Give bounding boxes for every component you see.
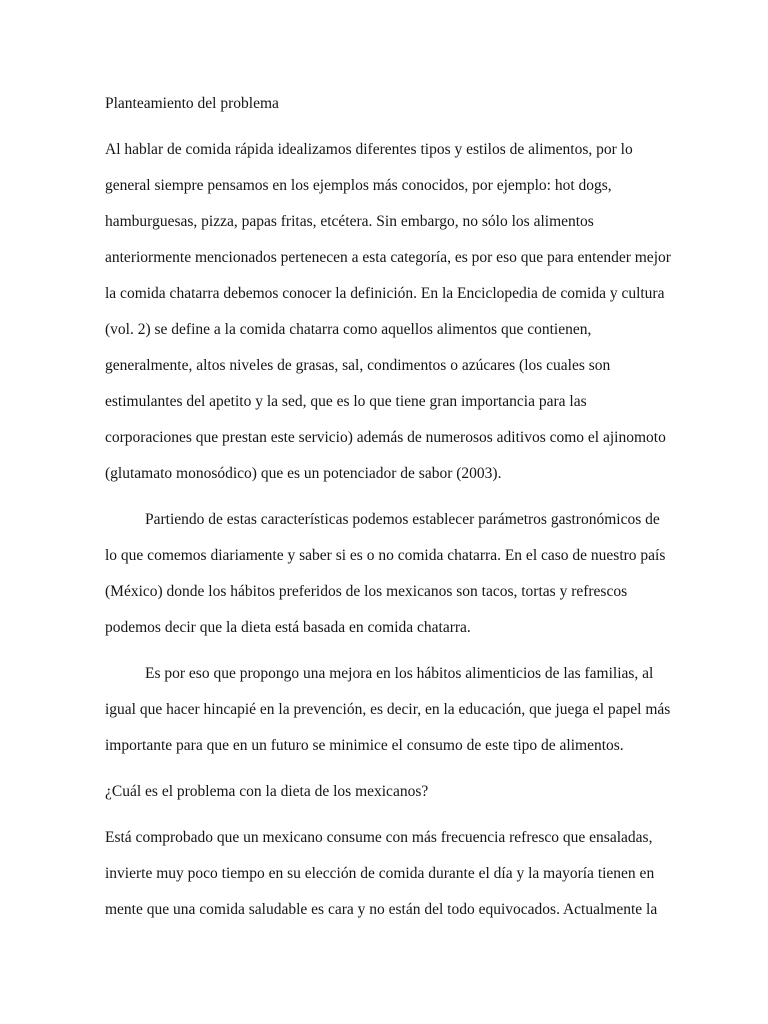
text-line: Está comprobado que un mexicano consume con más frecuencia refresco que ensaladas, [105, 829, 653, 846]
text-line: lo que comemos diariamente y saber si es o no comida chatarra. En el caso de nuestro país [105, 547, 666, 564]
text-line: estimulantes del apetito y la sed, que es lo que tiene gran importancia para las [105, 393, 587, 410]
text-line: podemos decir que la dieta está basada en comida chatarra. [105, 619, 471, 636]
text-line: hamburguesas, pizza, papas fritas, etcétera. Sin embargo, no sólo los alimentos [105, 213, 594, 230]
text-line: importante para que en un futuro se minimice el consumo de este tipo de alimentos. [105, 737, 624, 754]
document-title: Planteamiento del problema [105, 95, 279, 112]
text-line: igual que hacer hincapié en la prevención, es decir, en la educación, que juega el papel más [105, 701, 671, 718]
paragraph-4-question [105, 774, 663, 810]
text-line: la comida chatarra debemos conocer la definición. En la Enciclopedia de comida y cultura [105, 285, 665, 302]
text-line: invierte muy poco tiempo en su elección de comida durante el día y la mayoría tienen en [105, 865, 655, 882]
text-line: Es por eso que propongo una mejora en los hábitos alimenticios de las familias, al [145, 665, 654, 682]
paragraph-2 [105, 502, 666, 646]
text-line: (México) donde los hábitos preferidos de los mexicanos son tacos, tortas y refrescos [105, 583, 628, 600]
text-line: anteriormente mencionados pertenecen a esta categoría, es por eso que para entender mejor [105, 249, 671, 266]
paragraph-1 [105, 132, 671, 492]
text-line: (vol. 2) se define a la comida chatarra como aquellos alimentos que contienen, [105, 321, 592, 338]
text-line: general siempre pensamos en los ejemplos más conocidos, por ejemplo: hot dogs, [105, 177, 612, 194]
text-line: generalmente, altos niveles de grasas, sal, condimentos o azúcares (los cuales son [105, 357, 611, 374]
text-line: Al hablar de comida rápida idealizamos diferentes tipos y estilos de alimentos, por lo [105, 141, 633, 158]
text-line: ¿Cuál es el problema con la dieta de los mexicanos? [105, 783, 429, 800]
paragraph-3 [105, 656, 671, 764]
text-line: Partiendo de estas características podemos establecer parámetros gastronómicos de [145, 511, 660, 528]
text-line: (glutamato monosódico) que es un potenciador de sabor (2003). [105, 465, 502, 482]
paragraph-5 [105, 820, 663, 928]
text-line: mente que una comida saludable es cara y no están del todo equivocados. Actualmente la [105, 901, 658, 918]
text-line: corporaciones que prestan este servicio) además de numerosos aditivos como el ajinomoto [105, 429, 666, 446]
